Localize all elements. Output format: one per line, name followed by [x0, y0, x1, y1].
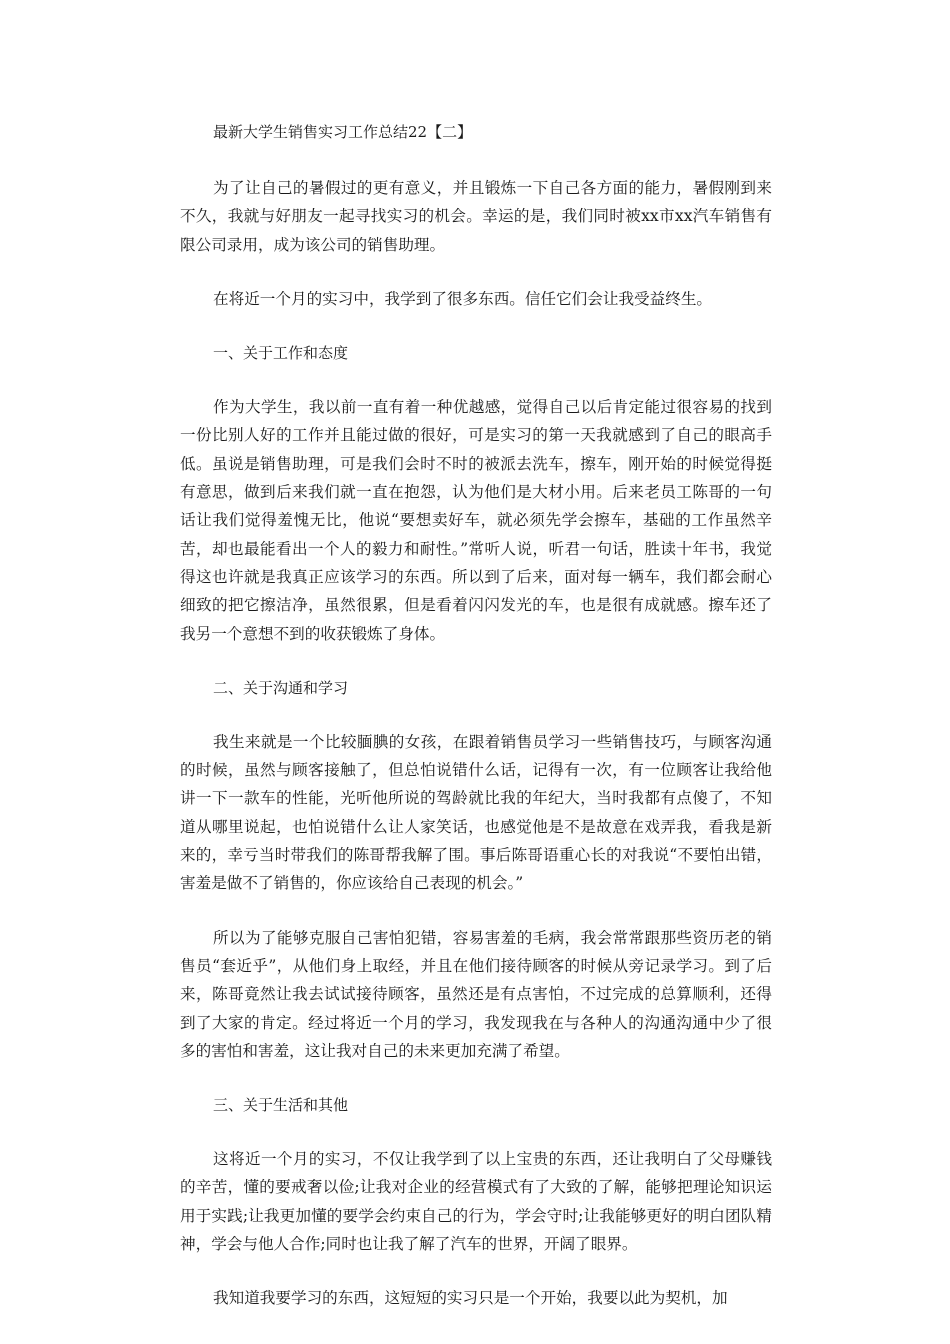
paragraph-summary: 在将近一个月的实习中，我学到了很多东西。信任它们会让我受益终生。 — [213, 289, 713, 308]
document-title: 最新大学生销售实习工作总结22【二】 — [213, 123, 473, 141]
document-page — [180, 118, 772, 1313]
paragraph-work: 作为大学生，我以前一直有着一种优越感，觉得自己以后肯定能过很容易的找到一份比别人好的工作并且能过做的很好，可是实习的第一天我就感到了自己的眼高手低。虽说是销售助理，可是我们会时不时的被派去洗车，擦车，刚开始的时候觉得挺有意思，做到后来我们就一直在抱怨，认为他们是大材小用。后来老员工陈哥的一句话让我们觉得羞愧无比，他说“要想卖好车，就必须先学会擦车，基础的工作虽然辛苦，却也最能看出一个人的毅力和耐性。”常听人说，听君一句话，胜读十年书，我觉得这也许就是我真正应该学习的东西。所以到了后来，面对每一辆车，我们都会耐心细致的把它擦洁净，虽然很累，但是看着闪闪发光的车，也是很有成就感。擦车还了我另一个意想不到的收获锻炼了身体。 — [180, 398, 772, 643]
paragraph-intro: 为了让自己的暑假过的更有意义，并且锻炼一下自己各方面的能力，暑假刚到来不久，我就与好朋友一起寻找实习的机会。幸运的是，我们同时被xx市xx汽车销售有限公司录用，成为该公司的销售助理。 — [180, 179, 772, 254]
spacer — [180, 146, 772, 174]
section-heading-work: 一、关于工作和态度 — [213, 344, 349, 363]
spacer — [180, 1119, 772, 1145]
section-heading-life: 三、关于生活和其他 — [213, 1096, 349, 1115]
spacer — [180, 1258, 772, 1284]
spacer — [180, 313, 772, 339]
spacer — [180, 1065, 772, 1091]
spacer — [180, 702, 772, 728]
paragraph-communication-2: 所以为了能够克服自己害怕犯错，容易害羞的毛病，我会常常跟那些资历老的销售员“套近乎”，从他们身上取经，并且在他们接待顾客的时候从旁记录学习。到了后来，陈哥竟然让我去试试接待顾客，虽然还是有点害怕，不过完成的总算顺利，还得到了大家的肯定。经过将近一个月的学习，我发现我在与各种人的沟通沟通中少了很多的害怕和害羞，这让我对自己的未来更加充满了希望。 — [180, 928, 772, 1060]
spacer — [180, 898, 772, 924]
section-heading-communication: 二、关于沟通和学习 — [213, 678, 349, 697]
paragraph-communication-1: 我生来就是一个比较腼腆的女孩，在跟着销售员学习一些销售技巧，与顾客沟通的时候，虽然与顾客接触了，但总怕说错什么话，记得有一次，有一位顾客让我给他讲一下一款车的性能，光听他所说的驾龄就比我的年纪大，当时我都有点傻了，不知道从哪里说起，也怕说错什么让人家笑话，也感觉他是不是故意在戏弄我，看我是新来的，幸亏当时带我们的陈哥帮我解了围。事后陈哥语重心长的对我说“不要怕出错，害羞是做不了销售的，你应该给自己表现的机会。” — [180, 732, 772, 893]
spacer — [180, 648, 772, 674]
spacer — [180, 367, 772, 393]
paragraph-life: 这将近一个月的实习，不仅让我学到了以上宝贵的东西，还让我明白了父母赚钱的辛苦，懂的要戒奢以俭;让我对企业的经营模式有了大致的了解，能够把理论知识运用于实践;让我更加懂的要学会约束自己的行为，学会守时;让我能够更好的明白团队精神，学会与他人合作;同时也让我了解了汽车的世界，开阔了眼界。 — [180, 1150, 772, 1254]
spacer — [180, 259, 772, 285]
paragraph-closing: 我知道我要学习的东西，这短短的实习只是一个开始，我要以此为契机，加 — [213, 1289, 728, 1308]
